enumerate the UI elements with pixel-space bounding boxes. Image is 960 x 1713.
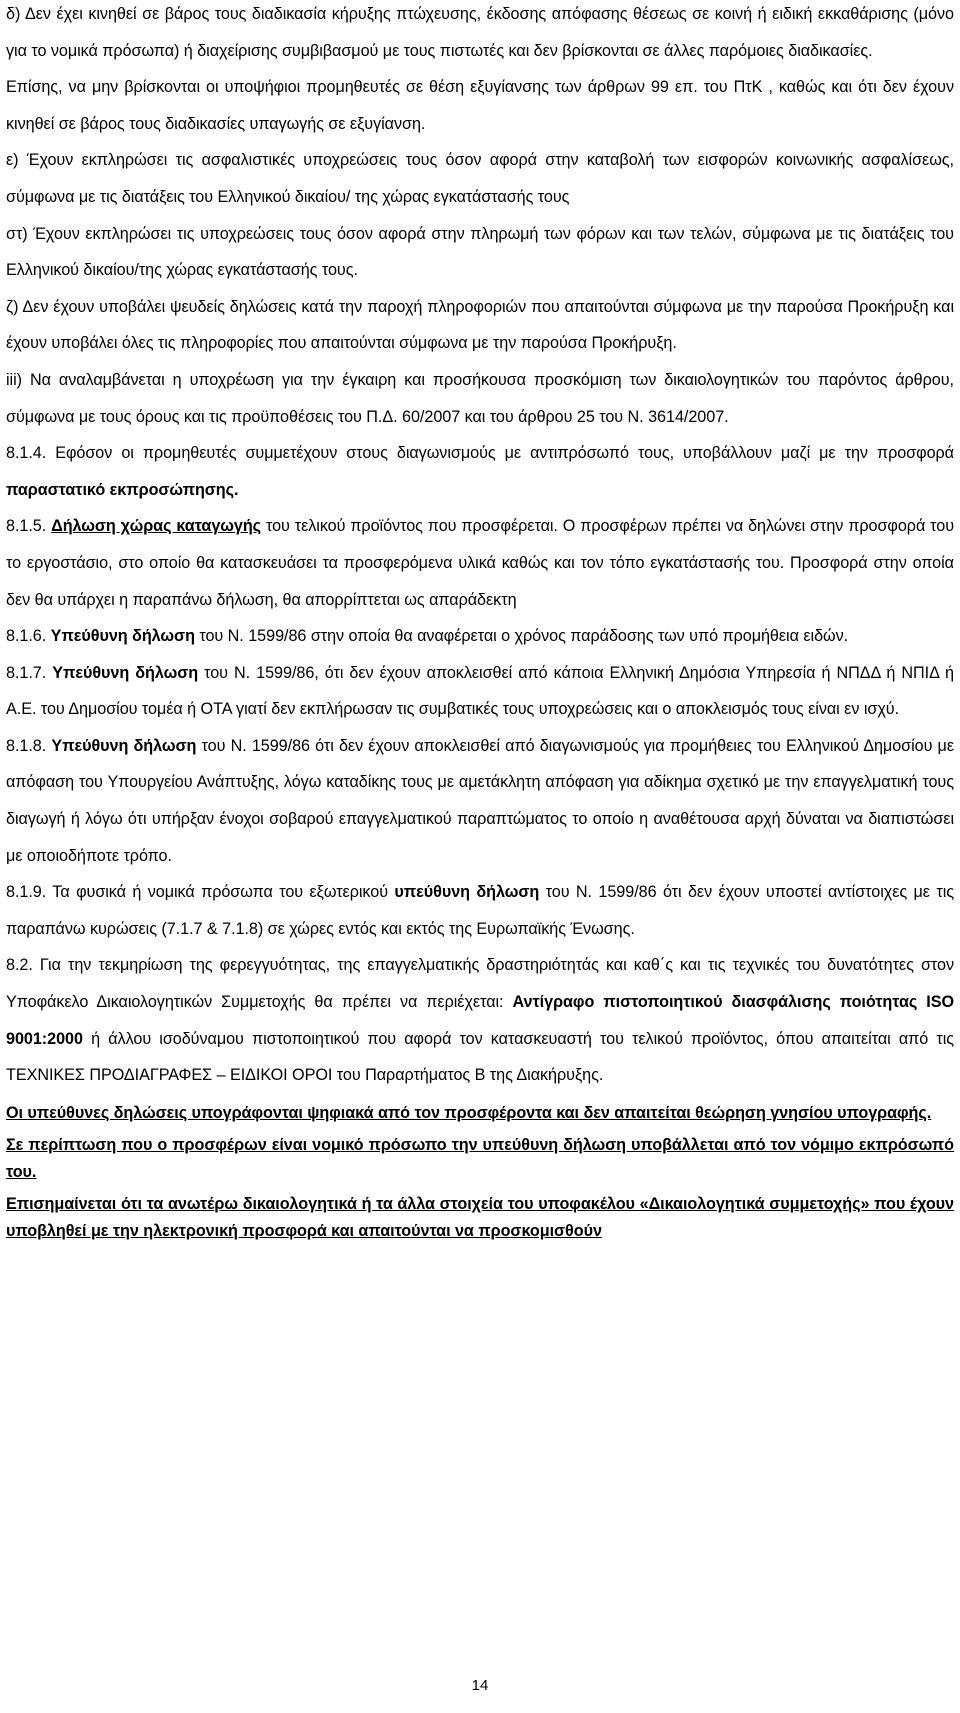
text-run: 8.1.9. Τα φυσικά ή νομικά πρόσωπα του εξωτερικού [6, 883, 395, 902]
notice-documents: Επισημαίνεται ότι τα ανωτέρω δικαιολογητικά ή τα άλλα στοιχεία του υποφακέλου «Δικαιολογητικά συμμετοχής» που έχουν υποβληθεί με την ηλεκτρονική προσφορά και απαιτούνται να προσκομισθούν [6, 1195, 954, 1240]
bold-run: Υπεύθυνη δήλωση [52, 663, 199, 682]
text-run: 8.1.4. Εφόσον οι προμηθευτές συμμετέχουν στους διαγωνισμούς με αντιπρόσωπό τους, υποβάλλουν μαζί με την προσφορά [6, 444, 954, 463]
paragraph-8-1-8 [6, 728, 954, 874]
underlined-bold-run: Δήλωση χώρας καταγωγής [51, 517, 262, 536]
paragraph-8-1-6 [6, 618, 954, 655]
paragraph-false-statements: ζ) Δεν έχουν υποβάλει ψευδείς δηλώσεις κατά την παροχή πληροφοριών που απαιτούνται σύμφωνα με την παρούσα Προκήρυξη και έχουν υποβάλει όλες τις πληροφορίες που απαιτούνται σύμφωνα με την παρούσα Προκήρυξη. [6, 297, 954, 353]
paragraph-8-1-4 [6, 435, 954, 508]
text-run: του Ν. 1599/86 ότι δεν έχουν αποκλεισθεί από διαγωνισμούς για προμήθειες του Ελληνικού Δημοσίου με απόφαση του Υπουργείου Ανάπτυξης, λόγω καταδίκης τους με αμετάκλητη απόφαση για αδίκημα σχετικό με την επαγγελματική τους διαγωγή ή λόγω ότι υπήρξαν ένοχοι σοβαρού επαγγελματικού παραπτώματος το οποίο η αναθέτουσα αρχή δύναται να διαπιστώσει με οποιοδήποτε τρόπο. [6, 736, 955, 865]
text-run: του Ν. 1599/86 στην οποία θα αναφέρεται ο χρόνος παράδοσης των υπό προμήθεια ειδών. [194, 627, 849, 646]
paragraph-8-2 [6, 947, 954, 1093]
paragraph-8-1-7 [6, 655, 954, 728]
paragraph-8-1-9 [6, 874, 954, 947]
text-run: 8.2. Για την τεκμηρίωση της φερεγγυότητας, της επαγγελματικής δραστηριότητάς και καθ΄ς και τις τεχνικές του δυνατότητες στον Υποφάκελο Δικαιολογητικών Συμμετοχής θα πρέπει να περιέχεται: [6, 956, 954, 1012]
paragraph-restructuring: Επίσης, να μην βρίσκονται οι υποψήφιοι προμηθευτές σε θέση εξυγίανσης των άρθρων 99 επ. του ΠτΚ , καθώς και ότι δεν έχουν κινηθεί σε βάρος τους διαδικασίες υπαγωγής σε εξυγίανση. [6, 78, 954, 133]
bold-run: παραστατικό εκπροσώπησης. [6, 480, 239, 499]
page-number: 14 [471, 1677, 489, 1694]
notice-digital-signature: Οι υπεύθυνες δηλώσεις υπογράφονται ψηφιακά από τον προσφέροντα και δεν απαιτείται θεώρηση γνησίου υπογραφής. [6, 1103, 932, 1122]
paragraph-insurance: ε) Έχουν εκπληρώσει τις ασφαλιστικές υποχρεώσεις τους όσον αφορά στην καταβολή των εισφορών κοινωνικής ασφαλίσεως, σύμφωνα με τις διατάξεις του Ελληνικού δικαίου/ της χώρας εγκατάστασής τους [6, 151, 954, 206]
bold-run: Αντίγραφο πιστοποιητικού διασφάλισης ποιότητας ISO 9001:2000 [6, 993, 954, 1048]
text-run: του Ν. 1599/86, ότι δεν έχουν αποκλεισθεί από κάποια Ελληνική Δημόσια Υπηρεσία ή ΝΠΔΔ ή ΝΠΙΔ ή Α.Ε. του Δημοσίου τομέα ή ΟΤΑ γιατί δεν εκπλήρωσαν τις συμβατικές τους υποχρεώσεις και ο αποκλεισμός τους είναι εν ισχύ. [6, 663, 954, 719]
bold-run: Υπεύθυνη δήλωση [50, 627, 195, 646]
text-run: 8.1.7. [6, 663, 53, 682]
bold-run: Υπεύθυνη δήλωση [51, 736, 197, 755]
text-run: 8.1.5. [6, 517, 52, 536]
text-run: του τελικού προϊόντος που προσφέρεται. Ο προσφέρων πρέπει να δηλώνει στην προσφορά του το εργοστάσιο, στο οποίο θα κατασκευάσει τα προσφερόμενα υλικά καθώς και τον τόπο εγκατάστασής του. Προσφορά στην οποία δεν θα υπάρχει η παραπάνω δήλωση, θα απορρίπτεται ως απαράδεκτη [6, 517, 955, 609]
text-run: του Ν. 1599/86 ότι δεν έχουν υποστεί αντίστοιχες με τις παραπάνω κυρώσεις (7.1.7 & 7.1.8) σε χώρες εντός και εκτός της Ευρωπαϊκής Ένωσης. [6, 883, 955, 938]
notice-legal-representative: Σε περίπτωση που ο προσφέρων είναι νομικό πρόσωπο την υπεύθυνη δήλωση υποβάλλεται από τον νόμιμο εκπρόσωπό του. [6, 1136, 954, 1181]
paragraph-taxes: στ) Έχουν εκπληρώσει τις υποχρεώσεις τους όσον αφορά στην πληρωμή των φόρων και των τελών, σύμφωνα με τις διατάξεις του Ελληνικού δικαίου/της χώρας εγκατάστασής τους. [6, 224, 954, 280]
bold-run: υπεύθυνη δήλωση [394, 883, 540, 902]
paragraph-obligation: iii) Να αναλαμβάνεται η υποχρέωση για την έγκαιρη και προσήκουσα προσκόμιση των δικαιολογητικών του παρόντος άρθρου, σύμφωνα με τους όρους και τις προϋποθέσεις του Π.Δ. 60/2007 και του άρθρου 25 του Ν. 3614/2007. [6, 370, 954, 426]
text-run: 8.1.6. [6, 627, 51, 646]
paragraph-bankruptcy: δ) Δεν έχει κινηθεί σε βάρος τους διαδικασία κήρυξης πτώχευσης, έκδοσης απόφασης θέσεως σε κοινή ή ειδική εκκαθάρισης (μόνο για το νομικά πρόσωπα) ή διαχείρισης συμβιβασμού με τους πιστωτές και δεν βρίσκονται σε άλλες παρόμοιες διαδικασίες. [6, 5, 954, 60]
text-run: 8.1.8. [6, 736, 52, 755]
text-run: ή άλλου ισοδύναμου πιστοποιητικού που αφορά τον κατασκευαστή του τελικού προϊόντος, όπου απαιτείται από τις ΤΕΧΝΙΚΕΣ ΠΡΟΔΙΑΓΡΑΦΕΣ – ΕΙΔΙΚΟΙ ΟΡΟΙ του Παραρτήματος Β της Διακήρυξης. [6, 1029, 954, 1085]
paragraph-8-1-5 [6, 508, 954, 618]
